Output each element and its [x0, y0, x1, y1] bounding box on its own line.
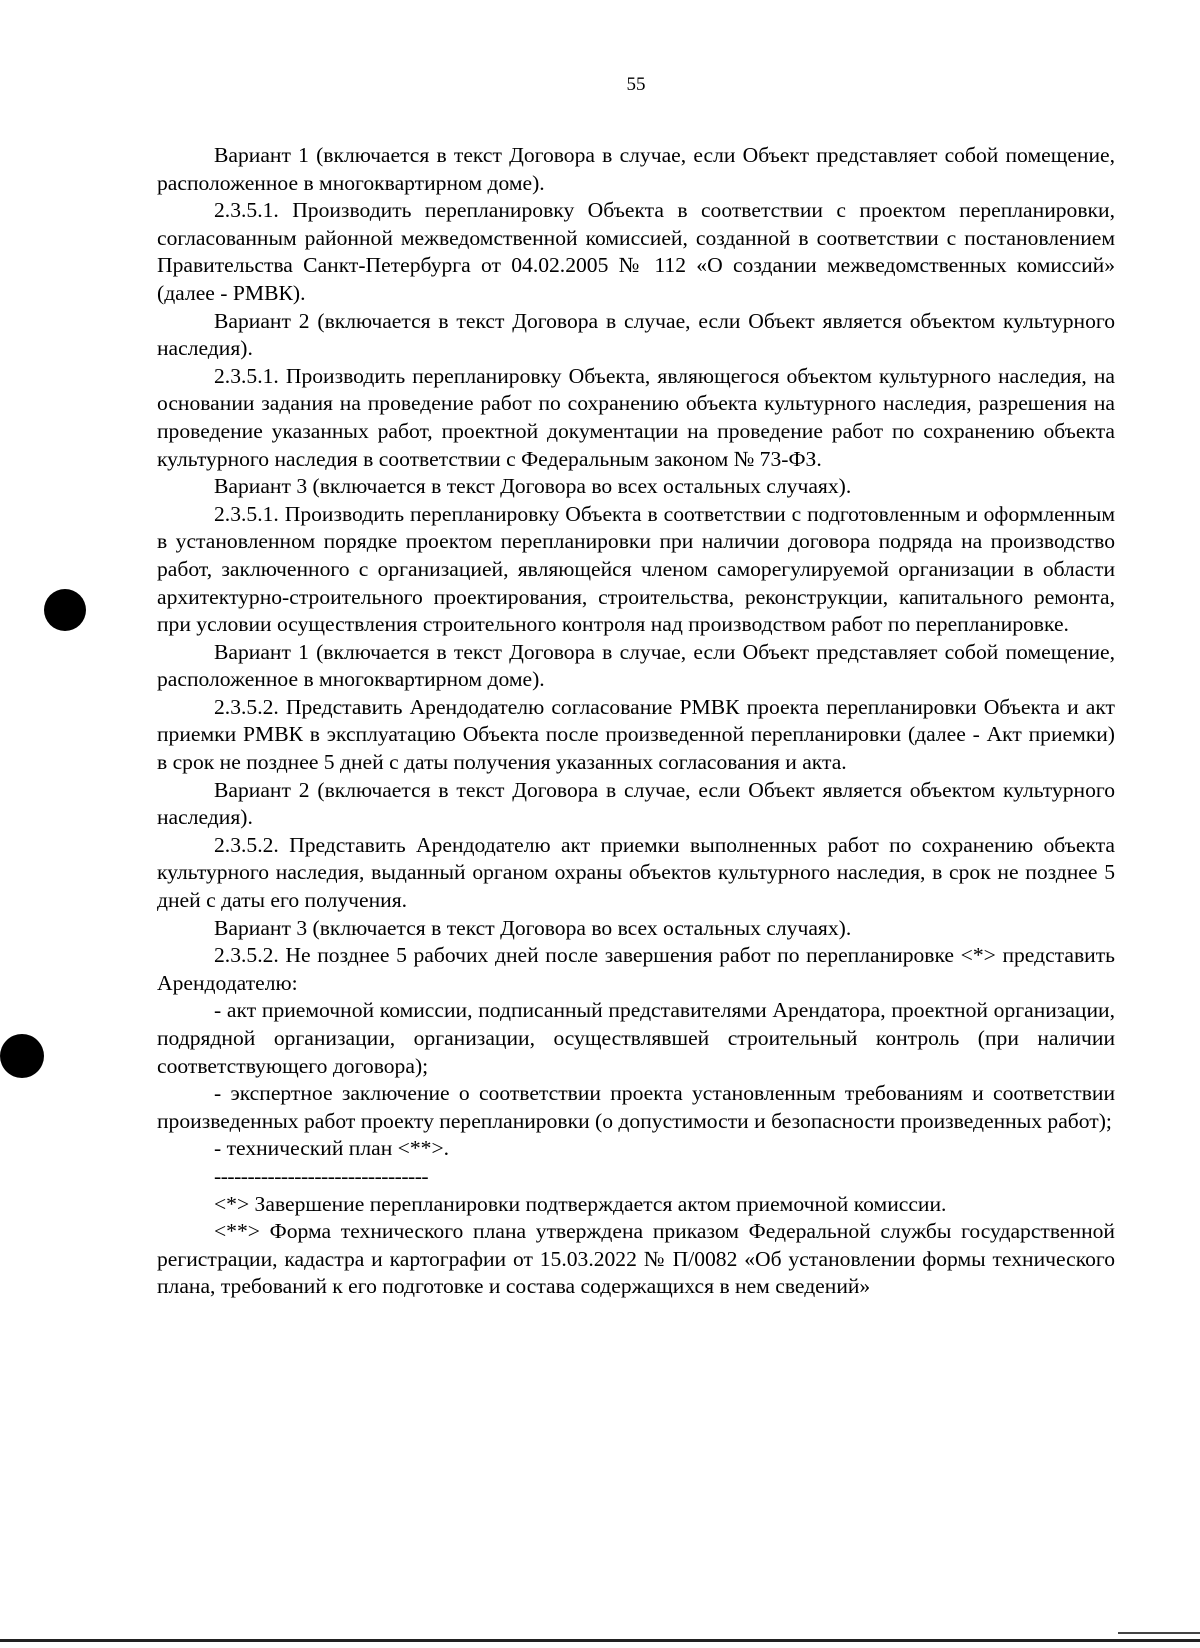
- paragraph-clause-2-3-5-2-variant-1: 2.3.5.2. Представить Арендодателю согласование РМВК проекта перепланировки Объекта и акт приемки РМВК в эксплуатацию Объекта после произведенной перепланировки (далее - Акт приемки) в срок не позднее 5 дней с даты получения указанных согласования и акта.: [157, 694, 1115, 775]
- paragraph-variant-1: Вариант 1 (включается в текст Договора в случае, если Объект представляет собой помещение, расположенное в многоквартирном доме).: [157, 143, 1115, 195]
- paragraph-variant-2-second: Вариант 2 (включается в текст Договора в случае, если Объект является объектом культурного наследия).: [157, 777, 1115, 830]
- paragraph-clause-2-3-5-2-variant-2: 2.3.5.2. Представить Арендодателю акт приемки выполненных работ по сохранению объекта культурного наследия, выданный органом охраны объектов культурного наследия, в срок не позднее 5 дней с даты его получения.: [157, 832, 1115, 913]
- paragraph-clause-2-3-5-1-variant-3: 2.3.5.1. Производить перепланировку Объекта в соответствии с подготовленным и оформленным в установленном порядке проектом перепланировки при наличии договора подряда на производство работ, заключенного с организацией, являющейся членом саморегулируемой организации в области архитектурно-строительного проектирования, строительства, реконструкции, капитального ремонта, при условии осуществления строительного контроля над производством работ по перепланировке.: [157, 501, 1115, 637]
- paragraph-variant-2: Вариант 2 (включается в текст Договора в случае, если Объект является объектом культурного наследия).: [157, 308, 1115, 361]
- footnote-2: <**> Форма технического плана утверждена приказом Федеральной службы государственной регистрации, кадастра и картографии от 15.03.2022 № П/0082 «Об установлении формы технического плана, требований к его подготовке и состава содержащихся в нем сведений»: [157, 1219, 1115, 1299]
- list-item-technical-plan: - технический план <**>.: [214, 1136, 450, 1161]
- page-number: 55: [626, 74, 646, 95]
- list-item-acceptance-act: - акт приемочной комиссии, подписанный представителями Арендатора, проектной организации, подрядной организации, организации, осуществлявшей строительный контроль (при наличии соответствующего договора);: [157, 998, 1115, 1078]
- punch-hole-mark: [44, 589, 86, 631]
- footnote-1: <*> Завершение перепланировки подтверждается актом приемочной комиссии.: [214, 1191, 947, 1216]
- document-body: [157, 142, 1115, 1301]
- paragraph-variant-3-second: Вариант 3 (включается в текст Договора во всех остальных случаях).: [214, 915, 852, 940]
- footnote-separator: --------------------------------: [214, 1163, 429, 1188]
- punch-hole-mark: [0, 1034, 44, 1078]
- paragraph-clause-2-3-5-2-variant-3: 2.3.5.2. Не позднее 5 рабочих дней после завершения работ по перепланировке <*> представить Арендодателю:: [157, 943, 1115, 995]
- list-item-expert-conclusion: - экспертное заключение о соответствии проекта установленным требованиям и соответствии произведенных работ проекту перепланировки (о допустимости и безопасности произведенных работ);: [157, 1081, 1115, 1133]
- paragraph-clause-2-3-5-1-variant-2: 2.3.5.1. Производить перепланировку Объекта, являющегося объектом культурного наследия, на основании задания на проведение работ по сохранению объекта культурного наследия, разрешения на проведение указанных работ, проектной документации на проведение работ по сохранению объекта культурного наследия в соответствии с Федеральным законом № 73-ФЗ.: [157, 363, 1115, 471]
- scan-bottom-edge-tail: [1118, 1632, 1200, 1634]
- paragraph-variant-1-second: Вариант 1 (включается в текст Договора в случае, если Объект представляет собой помещение, расположенное в многоквартирном доме).: [157, 639, 1115, 692]
- paragraph-clause-2-3-5-1-variant-1: 2.3.5.1. Производить перепланировку Объекта в соответствии с проектом перепланировки, согласованным районной межведомственной комиссией, созданной в соответствии с постановлением Правительства Санкт-Петербурга от 04.02.2005 № 112 «О создании межведомственных комиссий» (далее - РМВК).: [157, 198, 1115, 305]
- scan-bottom-edge: [0, 1639, 1200, 1642]
- paragraph-variant-3: Вариант 3 (включается в текст Договора во всех остальных случаях).: [214, 474, 852, 499]
